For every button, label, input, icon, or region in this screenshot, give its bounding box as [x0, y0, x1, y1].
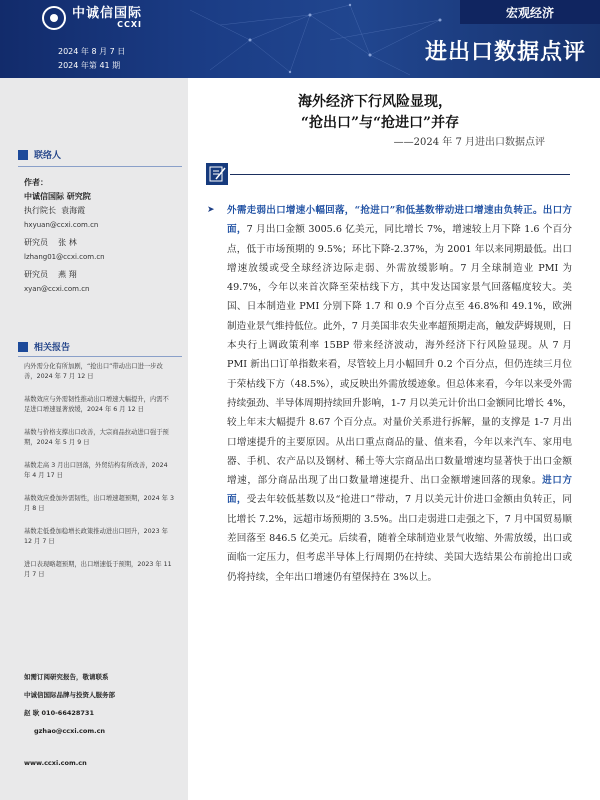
related-report-item[interactable]: 基数效应与外需韧性推动出口增速大幅提升，内需不足进口增速显著放缓，2024 年 6 月 12 日 — [24, 396, 169, 413]
contact-phone: 赵 耿 010-66428731 — [24, 709, 94, 717]
related-reports-heading: 相关报告 — [18, 340, 70, 353]
ccxi-logo-mark — [42, 6, 66, 30]
report-subtitle: ——2024 年 7 月进出口数据点评 — [393, 137, 545, 148]
author-email[interactable]: lzhang01@ccxi.com.cn — [24, 253, 105, 261]
pen-icon — [206, 163, 228, 185]
contact-line: 如需订阅研究报告，敬请联系 — [24, 673, 109, 681]
report-date: 2024 年 8 月 7 日 — [58, 47, 126, 56]
contact-line: 中诚信国际品牌与投资人服务部 — [24, 691, 115, 699]
subscription-contact — [24, 668, 184, 772]
logo-chinese-name: 中诚信国际 — [72, 5, 143, 21]
key-point-heading: 外需走弱出口增速小幅回落，“抢进口”和低基数带动进口增速由负转正。 — [227, 205, 543, 216]
report-type-title: 进出口数据点评 — [424, 40, 586, 65]
main-content — [205, 201, 572, 587]
ccxi-logo — [42, 6, 142, 30]
people-icon — [18, 150, 28, 160]
related-report-item[interactable]: 基数走高 3 月出口回落，外贸结构有所改善，2024 年 4 月 17 日 — [24, 462, 168, 479]
related-report-item[interactable]: 基数走低叠加稳增长政策推动进出口回升，2023 年 12 月 7 日 — [24, 528, 168, 545]
report-issue: 2024 年第 41 期 — [58, 61, 121, 70]
category-label: 宏观经济 — [460, 0, 600, 24]
website-link[interactable]: www.ccxi.com.cn — [24, 759, 87, 767]
network-pattern — [190, 0, 450, 78]
author-label: 作者： — [24, 178, 48, 187]
author-row: 执行院长 袁海霞 — [24, 206, 86, 215]
related-report-list — [24, 362, 174, 593]
related-divider — [18, 356, 182, 357]
export-analysis-text: 7 月出口金额 3005.6 亿美元，同比增长 7%，增速较上月下降 1.6 个百分点，低于市场预期的 9.5%；环比下降-2.37%，为 2001 年以来同期最低。出口增速放缓或受全球经济边际走弱、外需放缓影响。7 月全球制造业 PMI 为 49.7%，今年以来首次降至荣枯线下方，其中发达国家景气回落幅度较大。美国、日本制造业 PMI 分别下降 1.7 和 0.9 个百分点至 46.8%和 49.1%，欧洲制造业景气维持低位。此外，7 月美国非农失业率超预期走高，触发萨姆规则，日本央行上调政策利率 15BP 带来经济波动，海外经济下行风险显现。从 7 月 PMI 新出口订单指数来看，尽管较上月小幅回升 0.2 个百分点，但仍连续三月位于荣枯线下方（48.5%），或反映出外需放缓迹象。但总体来看，今年以来受外需持续强劲、半导体周期持续回升影响，1-7 月以美元计价出口金额同比增长 4%，较上年末大幅提升 8.67 个百分点。对量价关系进行拆解，量的支撑是 1-7 月出口增速提升的主要原因。从出口重点商品的量、值来看，今年以来汽车、家用电器、手机、农产品以及钢材、稀土等大宗商品出口数量增速均显著快于出口金额增速，部分商品出现了出口数量增速提升、出口金额增速回落的现象。 — [227, 224, 573, 487]
related-report-item[interactable]: 内外需分化有所加剧，“抢出口”带动出口进一步改善，2024 年 7 月 12 日 — [24, 363, 163, 380]
title-line-2: “抢出口”与“抢进口”并存 — [300, 115, 460, 131]
report-title — [190, 92, 570, 134]
contacts-divider — [18, 166, 182, 167]
header-banner — [0, 0, 600, 78]
report-icon — [18, 342, 28, 352]
author-email[interactable]: xyan@ccxi.com.cn — [24, 285, 90, 293]
author-row: 研究员 张 林 — [24, 238, 77, 247]
bullet-arrow-icon: ➤ — [207, 205, 215, 215]
logo-english-name: CCXI — [117, 19, 143, 29]
body-divider — [230, 174, 570, 175]
contacts-heading: 联络人 — [18, 148, 61, 161]
author-email[interactable]: hxyuan@ccxi.com.cn — [24, 221, 99, 229]
body-paragraph — [205, 201, 572, 587]
report-date-block — [58, 45, 125, 73]
related-report-item[interactable]: 基数效应叠加外需韧性，出口增速超预期，2024 年 3 月 8 日 — [24, 495, 174, 512]
contact-email[interactable]: gzhao@ccxi.com.cn — [34, 727, 106, 735]
author-org: 中诚信国际 研究院 — [24, 192, 91, 201]
import-analysis-text: 受去年较低基数以及“抢进口”带动，7 月以美元计价进口金额由负转正，同比增长 7.2%，远超市场预期的 3.5%。出口走弱进口走强之下，7 月中国贸易顺差回落至 846.5 亿美元。后续看，随着全球制造业景气收缩、外需放缓，出口或面临一定压力，但考虑半导体上行周期仍在持续、美国大选结果公布前抢出口或仍将持续，全年出口增速仍有望保持在 3%以上。 — [227, 494, 573, 583]
title-line-1: 海外经济下行风险显现， — [298, 94, 452, 110]
author-list — [24, 176, 182, 300]
related-report-item[interactable]: 进口表现略超预期，出口增速低于预期，2023 年 11 月 7 日 — [24, 561, 172, 578]
import-section-label: 进口方面， — [227, 475, 572, 506]
related-report-item[interactable]: 基数与价格支撑出口改善，大宗商品拉动进口强于预期，2024 年 5 月 9 日 — [24, 429, 169, 446]
export-section-label: 出口方面， — [227, 205, 572, 236]
author-row: 研究员 燕 翔 — [24, 270, 77, 279]
